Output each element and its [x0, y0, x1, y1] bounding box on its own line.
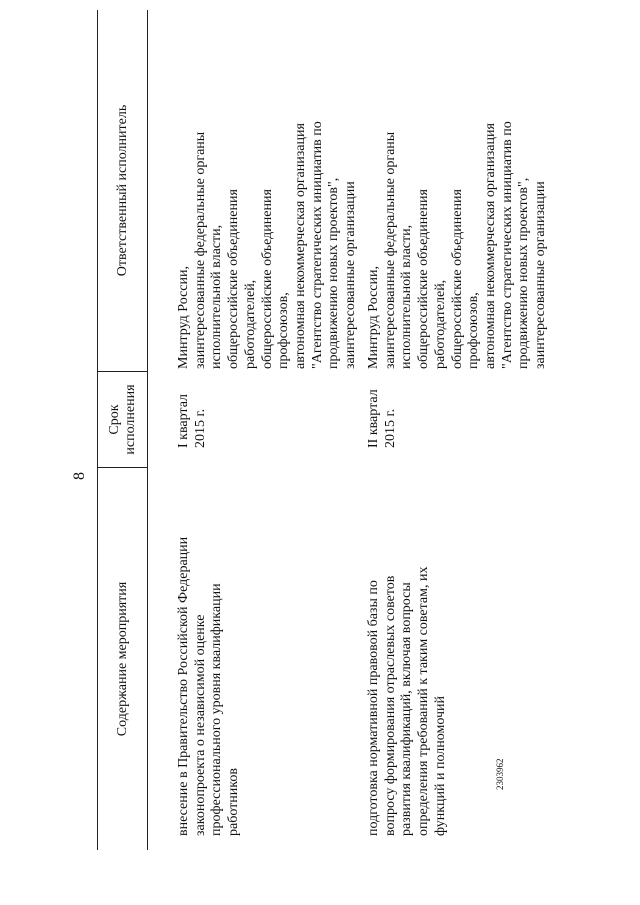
header-executor: Ответственный исполнитель — [114, 104, 130, 277]
row-executor: Минтруд России, заинтересованные федеральные органы исполнительной власти, общероссийские объединения работодателей, общероссийские объединения профсоюзов, автономная некоммерческая организация "Агентство стратегических инициатив по продвижению новых проектов", заинтересованные организации — [366, 121, 549, 369]
header-deadline-label: Срок исполнения — [106, 384, 138, 455]
row-content: внесение в Правительство Российской Федерации законопроекта о независимой оценке профессионального уровня квалификации работников — [176, 536, 242, 836]
measures-table — [97, 10, 550, 850]
row-executor: Минтруд России, заинтересованные федеральные органы исполнительной власти, общероссийские объединения работодателей, общероссийские объединения профсоюзов, автономная некоммерческая организация "Агентство стратегических инициатив по продвижению новых проектов", заинтересованные организации — [176, 121, 359, 369]
row-deadline: I квартал 2015 г. — [176, 393, 208, 448]
row-deadline: II квартал 2015 г. — [366, 389, 398, 448]
row-content: подготовка нормативной правовой базы по вопросу формирования отраслевых советов развития квалификаций, включая вопросы определения требований к таким советам, их функций и полномочий — [366, 566, 448, 836]
rotated-page — [70, 10, 549, 850]
page-number: 8 — [71, 472, 88, 480]
table-row — [353, 10, 550, 850]
document-code: 2303962 — [495, 758, 505, 790]
table-row — [148, 10, 359, 850]
table-header — [98, 10, 148, 850]
header-deadline — [98, 371, 147, 468]
header-content: Содержание мероприятия — [114, 581, 130, 737]
